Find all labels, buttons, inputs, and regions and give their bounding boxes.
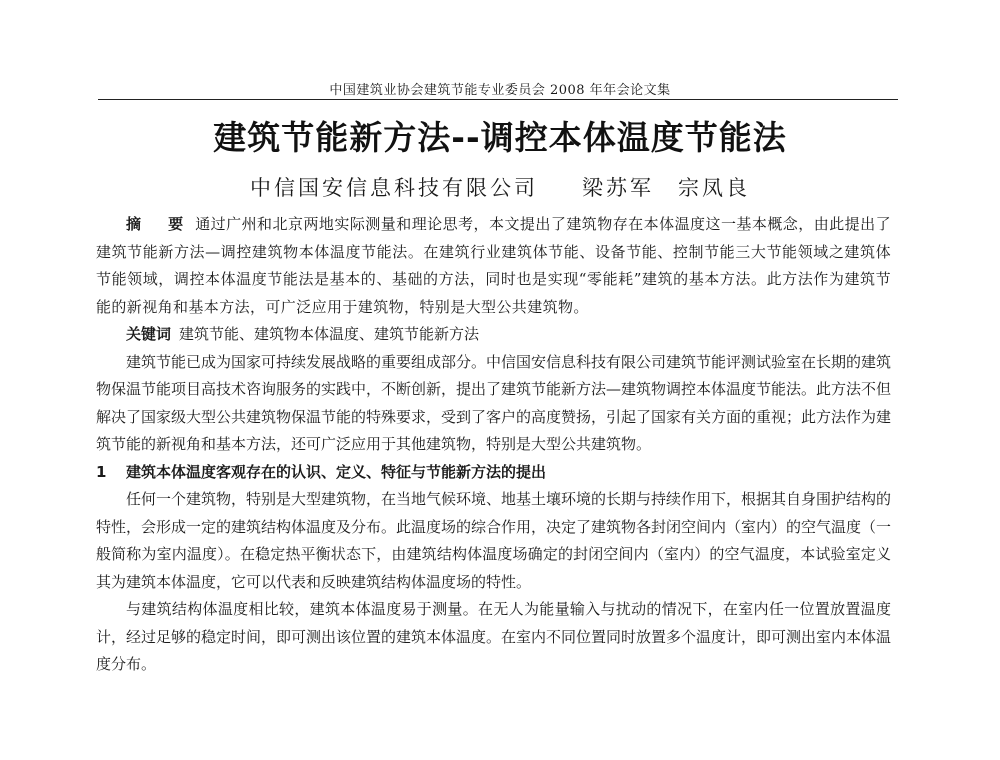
abstract-label: 摘 要	[126, 215, 190, 233]
paper-title: 建筑节能新方法--调控本体温度节能法	[213, 118, 787, 157]
abstract	[96, 211, 891, 321]
section-paragraph-1: 任何一个建筑物，特别是大型建筑物，在当地气候环境、地基土壤环境的长期与持续作用下，根据其自身围护结构的特性，会形成一定的建筑结构体温度及分布。此温度场的综合作用，决定了建筑物各封闭空间内（室内）的空气温度（一般简称为室内温度）。在稳定热平衡状态下，由建筑结构体温度场确定的封闭空间内（室内）的空气温度，本试验室定义其为建筑本体温度，它可以代表和反映建筑结构体温度场的特性。	[96, 490, 892, 591]
paper-body	[96, 211, 891, 679]
section-heading	[96, 459, 891, 487]
intro-paragraph: 建筑节能已成为国家可持续发展战略的重要组成部分。中信国安信息科技有限公司建筑节能评测试验室在长期的建筑物保温节能项目高技术咨询服务的实践中，不断创新，提出了建筑节能新方法—建筑物调控本体温度节能法。此方法不但解决了国家级大型公共建筑物保温节能的特殊要求，受到了客户的高度赞扬，引起了国家有关方面的重视；此方法作为建筑节能的新视角和基本方法，还可广泛应用于其他建筑物，特别是大型公共建筑物。	[96, 352, 892, 453]
authors: 梁苏军 宗凤良	[582, 176, 750, 200]
affiliation: 中信国安信息科技有限公司	[250, 176, 538, 200]
keywords-label: 关键词	[126, 325, 172, 343]
keywords	[96, 321, 891, 349]
byline	[0, 172, 1000, 202]
section-number: 1	[96, 462, 107, 481]
header-rule	[98, 99, 898, 100]
keywords-text: 建筑节能、建筑物本体温度、建筑节能新方法	[179, 325, 480, 343]
running-head: 中国建筑业协会建筑节能专业委员会 2008 年年会论文集	[329, 83, 671, 98]
section-title: 建筑本体温度客观存在的认识、定义、特征与节能新方法的提出	[126, 462, 547, 481]
section-paragraph-2: 与建筑结构体温度相比较，建筑本体温度易于测量。在无人为能量输入与扰动的情况下，在室内任一位置放置温度计，经过足够的稳定时间，即可测出该位置的建筑本体温度。在室内不同位置同时放置多个温度计，即可测出室内本体温度分布。	[96, 600, 892, 673]
abstract-text: 通过广州和北京两地实际测量和理论思考，本文提出了建筑物存在本体温度这一基本概念，由此提出了建筑节能新方法—调控建筑物本体温度节能法。在建筑行业建筑体节能、设备节能、控制节能三大节能领域之建筑体节能领域，调控本体温度节能法是基本的、基础的方法，同时也是实现“零能耗”建筑的基本方法。此方法作为建筑节能的新视角和基本方法，可广泛应用于建筑物，特别是大型公共建筑物。	[96, 215, 891, 316]
